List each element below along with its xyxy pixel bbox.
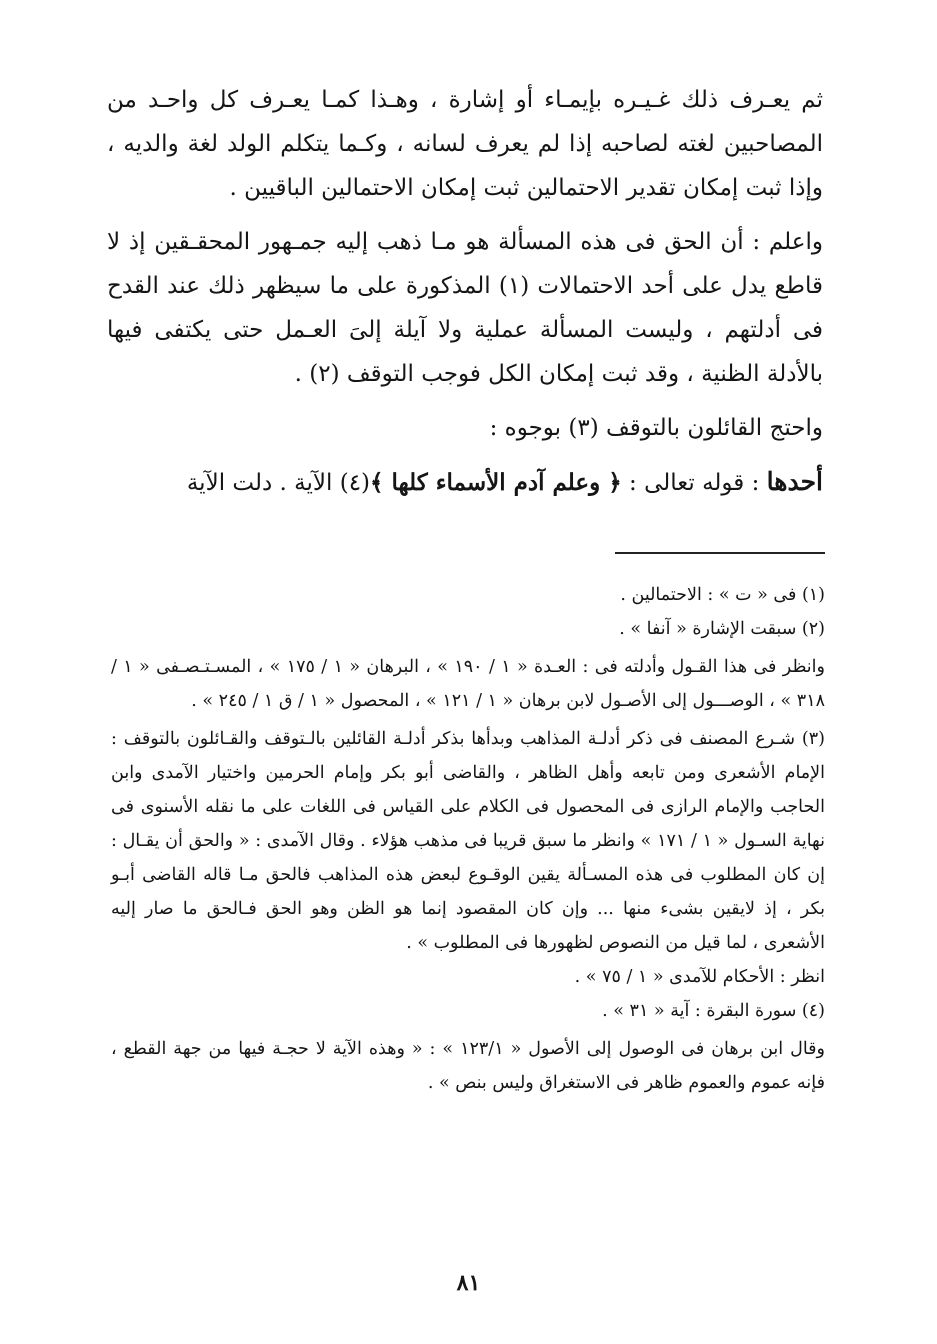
main-paragraph-4 [107, 460, 823, 505]
footnotes [111, 578, 825, 1100]
footnote-2-reference: وانظر فى هذا القـول وأدلته فى : العـدة « ١ / ١٩٠ » ، البرهان « ١ / ١٧٥ » ، المسـتـصـفى « ١ /٣١٨ » ، الوصـــول إلى الأصـول لابن برهان « ١ / ١٢١ » ، المحصول « ١ / ق ١ / ٢٤٥ » . [111, 657, 825, 711]
footnote-4: (٤) سورة البقرة : آية « ٣١ » . [602, 1001, 825, 1021]
main-text [107, 78, 823, 505]
main-paragraph-2: واعلم : أن الحق فى هذه المسألة هو مـا ذهب إليه جمـهور المحقـقين إذ لا قاطع يدل على أحد الاحتمالات (١) المذكورة على ما سيظهر ذلك عند القدح فى أدلتهم ، وليست المسألة عملية ولا آيلة إلىَ العـمل حتى يكتفى فيها بالأدلة الظنية ، وقد ثبت إمكان الكل فوجب التوقف (٢) . [107, 229, 823, 387]
footnote-1: (١) فى « ت » : الاحتمالين . [620, 585, 825, 605]
paragraph-closing-text: (٤) الآية . دلت الآية [186, 470, 371, 496]
paragraph-intro-text: : قوله تعالى : [621, 470, 767, 496]
main-paragraph-1: ثم يعـرف ذلك غـيـره بإيمـاء أو إشارة ، وهـذا كمـا يعـرف كل واحـد من المصاحبين لغته لصاحبه إذا لم يعرف لسانه ، وكـما يتكلم الولد لغة والديه ، وإذا ثبت إمكان تقدير الاحتمالين ثبت إمكان الاحتمالين الباقيين . [107, 87, 823, 201]
footnote-3-reference: انظر : الأحكام للآمدى « ١ / ٧٥ » . [574, 967, 825, 987]
footnote-4-reference: وقال ابن برهان فى الوصول إلى الأصول « ١٢٣/١ » : « وهذه الآية لا حجـة فيها من جهة القطع ، فإنه عموم والعموم ظاهر فى الاستغراق وليس بنص » . [111, 1039, 826, 1093]
footnote-divider [615, 552, 825, 554]
page-number: ٨١ [456, 1270, 481, 1296]
quran-verse: ﴿ وعلم آدم الأسماء كلها ﴾ [370, 469, 622, 496]
footnote-3: (٣) شـرع المصنف فى ذكر أدلـة المذاهب وبدأها بذكر أدلـة القائلين بالـتوقف والقـائلون بالتوقف : الإمام الأشعرى ومن تابعه وأهل الظاهر ، والقاضى أبو بكر وإمام الحرمين واختيار الآمدى وابن الحاجب والإمام الرازى فى المحصول فى الكلام على القياس فى اللغات على ما نقله الأسنوى فى نهاية السـول « ١ / ١٧١ » وانظر ما سبق قريبا فى مذهب هؤلاء . وقال الآمدى : « والحق أن يقـال : إن كان المطلوب فى هذه المسـألة يقين الوقـوع لبعض هذه المذاهب فالحق مـا قاله القاضى أبـو بكر ، إذ لايقين بشىء منها ... وإن كان المقصود إنما هو الظن وهو الحق فـالحق ما صار إليه الأشعرى ، لما قيل من النصوص لظهورها فى المطلوب » . [111, 729, 825, 953]
footnote-2: (٢) سبقت الإشارة « آنفا » . [619, 619, 825, 639]
main-paragraph-3: واحتج القائلون بالتوقف (٣) بوجوه : [489, 415, 823, 441]
paragraph-lead-word: أحدها [766, 467, 823, 496]
